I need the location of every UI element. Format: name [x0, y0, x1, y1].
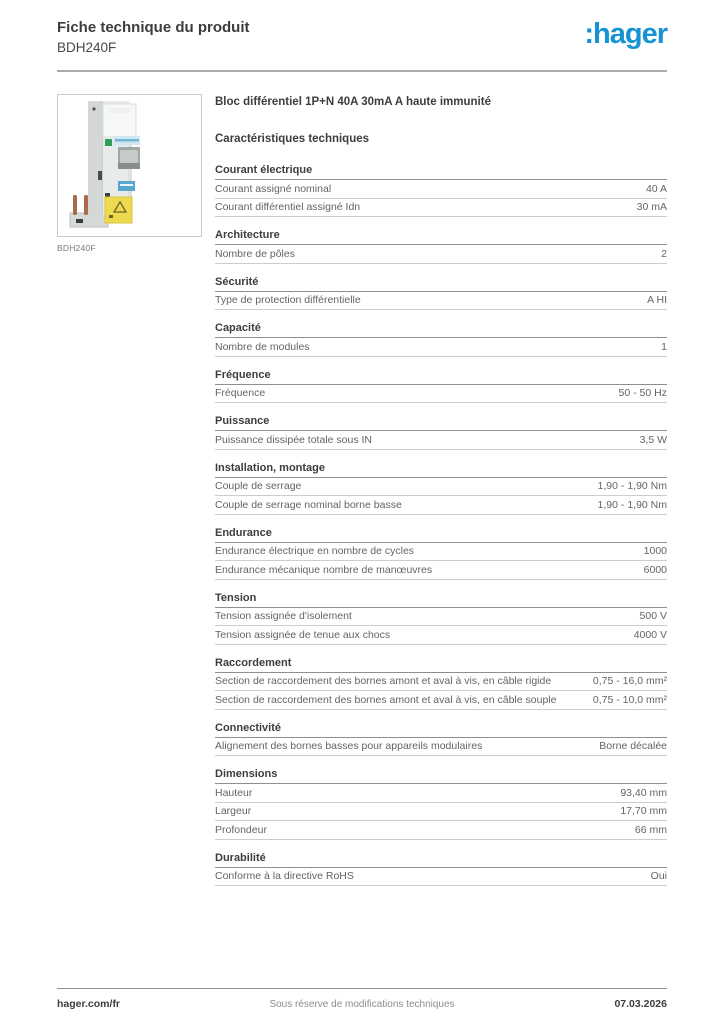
device-terminal-yellow [105, 197, 132, 223]
content-area [57, 94, 667, 898]
footer-disclaimer: Sous réserve de modifications techniques [269, 999, 455, 1010]
spec-value: 1 [661, 340, 667, 353]
section-architecture [215, 229, 667, 264]
section-heading: Durabilité [215, 852, 667, 868]
section-dimensions [215, 768, 667, 840]
product-image-column [57, 94, 205, 253]
section-heading: Capacité [215, 322, 667, 338]
spec-value: 0,75 - 16,0 mm² [592, 675, 667, 687]
spec-label: Couple de serrage nominal borne basse [215, 498, 402, 511]
product-image-caption: BDH240F [57, 243, 96, 253]
device-pin [84, 195, 88, 215]
footer-date: 07.03.2026 [614, 998, 667, 1010]
section-durabilite [215, 852, 667, 887]
spec-value: 3,5 W [639, 433, 667, 446]
spec-value: 66 mm [634, 823, 667, 836]
page-title: Fiche technique du produit [57, 19, 250, 36]
spec-value: 1,90 - 1,90 Nm [597, 480, 667, 492]
section-courant-electrique [215, 164, 667, 217]
footer-divider [57, 988, 667, 989]
section-heading: Connectivité [215, 722, 667, 738]
spec-row [215, 180, 667, 199]
section-endurance [215, 527, 667, 580]
spec-label: Largeur [215, 805, 252, 817]
footer-website: hager.com/fr [57, 998, 121, 1010]
spec-row [215, 691, 667, 710]
spec-label: Nombre de modules [215, 340, 310, 353]
spec-row [215, 821, 667, 840]
section-heading: Architecture [215, 229, 667, 245]
spec-row [215, 608, 667, 627]
spec-row [215, 385, 667, 404]
device-foot-slot [76, 219, 83, 223]
spec-value: 30 mA [636, 201, 667, 213]
spec-row [215, 478, 667, 497]
section-frequence [215, 369, 667, 404]
spec-value: Oui [650, 870, 667, 882]
spec-value: 17,70 mm [620, 805, 667, 817]
product-title: Bloc différentiel 1P+N 40A 30mA A haute immunité [215, 96, 491, 108]
spec-row [215, 431, 667, 450]
spec-row [215, 738, 667, 757]
spec-row [215, 803, 667, 822]
spec-table [215, 94, 667, 898]
spec-value: 40 A [645, 182, 667, 195]
spec-row [215, 784, 667, 803]
device-foot [70, 213, 108, 227]
section-heading: Dimensions [215, 768, 667, 784]
spec-label: Courant différentiel assigné Idn [215, 201, 361, 213]
spec-row [215, 626, 667, 645]
section-heading: Installation, montage [215, 462, 667, 478]
device-toggle-handle [120, 150, 138, 163]
spec-label: Endurance mécanique nombre de manœuvres [215, 563, 433, 576]
spec-value: A HI [647, 294, 667, 306]
spec-row [215, 561, 667, 580]
spec-row [215, 338, 667, 357]
spec-label: Alignement des bornes basses pour appareils modulaires [215, 740, 483, 752]
spec-label: Section de raccordement des bornes amont et aval à vis, en câble souple [215, 693, 557, 706]
device-test-lever [98, 171, 102, 180]
spec-label: Conforme à la directive RoHS [215, 870, 354, 882]
section-heading: Raccordement [215, 657, 667, 673]
spec-row [215, 292, 667, 311]
spec-label: Nombre de pôles [215, 247, 295, 260]
section-heading: Tension [215, 592, 667, 608]
spec-row [215, 245, 667, 264]
spec-label: Puissance dissipée totale sous IN [215, 433, 373, 446]
spec-row [215, 543, 667, 562]
hager-logo: :hager [584, 18, 667, 50]
spec-label: Fréquence [215, 387, 266, 399]
spec-row [215, 868, 667, 887]
page-header [57, 19, 667, 55]
spec-label: Couple de serrage [215, 480, 302, 492]
spec-row [215, 673, 667, 692]
section-puissance [215, 415, 667, 450]
spec-value: 0,75 - 10,0 mm² [592, 693, 667, 706]
spec-value: 2 [661, 247, 667, 260]
spec-label: Profondeur [215, 823, 267, 836]
section-raccordement [215, 657, 667, 710]
section-heading: Sécurité [215, 276, 667, 292]
spec-label: Courant assigné nominal [215, 182, 332, 195]
section-securite [215, 276, 667, 311]
characteristics-title: Caractéristiques techniques [215, 133, 370, 145]
product-reference: BDH240F [57, 39, 117, 55]
section-heading: Puissance [215, 415, 667, 431]
spec-value: Borne décalée [599, 740, 667, 752]
spec-label: Section de raccordement des bornes amont et aval à vis, en câble rigide [215, 675, 552, 687]
spec-label: Hauteur [215, 786, 253, 799]
spec-value: 50 - 50 Hz [618, 387, 667, 399]
header-titles [57, 19, 250, 55]
spec-label: Tension assignée d'isolement [215, 610, 352, 622]
spec-value: 1000 [643, 545, 667, 557]
device-pin [73, 195, 77, 215]
device-rail [88, 101, 103, 215]
spec-value: 4000 V [633, 628, 667, 641]
spec-label: Type de protection différentielle [215, 294, 361, 306]
section-connectivite [215, 722, 667, 757]
spec-value: 6000 [643, 563, 667, 576]
section-installation-montage [215, 462, 667, 515]
spec-value: 500 V [639, 610, 667, 622]
product-image-frame [57, 94, 202, 237]
spec-row [215, 199, 667, 218]
section-tension [215, 592, 667, 645]
section-capacite [215, 322, 667, 357]
spec-value: 1,90 - 1,90 Nm [597, 498, 667, 511]
section-heading: Courant électrique [215, 164, 667, 180]
spec-row [215, 496, 667, 515]
device-indicator-green [105, 139, 112, 146]
spec-label: Endurance électrique en nombre de cycles [215, 545, 415, 557]
product-photo [58, 95, 201, 236]
spec-label: Tension assignée de tenue aux chocs [215, 628, 391, 641]
section-heading: Endurance [215, 527, 667, 543]
header-divider [57, 70, 667, 72]
section-heading: Fréquence [215, 369, 667, 385]
spec-value: 93,40 mm [620, 786, 667, 799]
